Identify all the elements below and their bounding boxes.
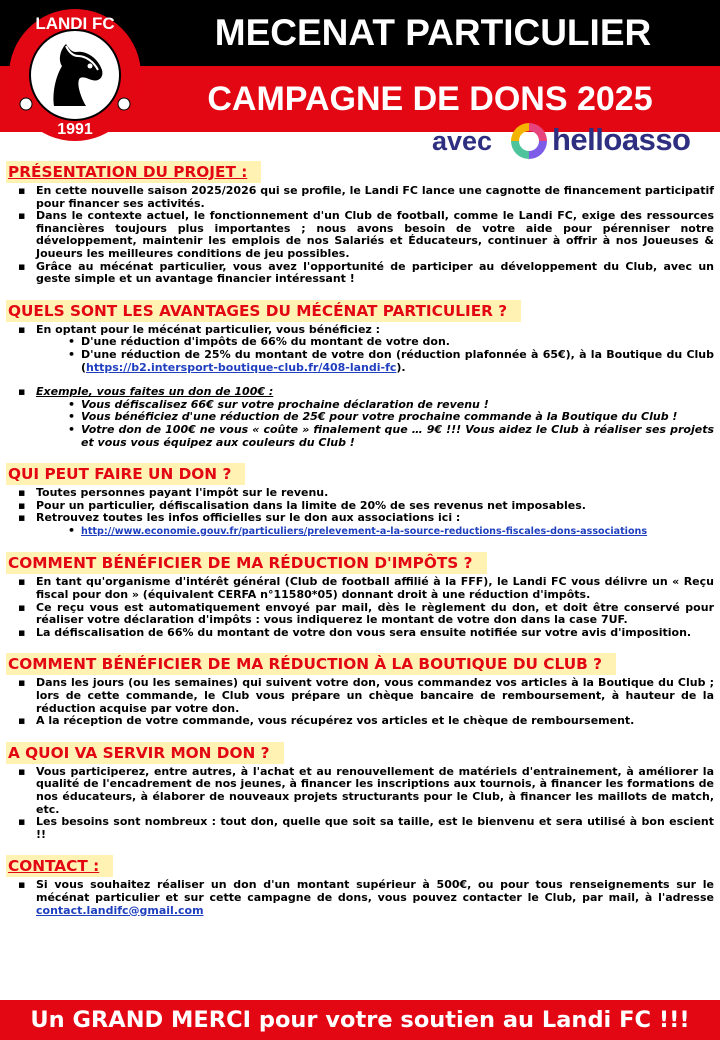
section-avantages	[6, 300, 714, 449]
list-item: ▪ Toutes personnes payant l'impôt sur le revenu.	[6, 487, 714, 500]
helloasso-brand: helloasso	[552, 122, 691, 157]
contact-text: Si vous souhaitez réaliser un don d'un montant supérieur à 500€, ou pour tous renseignements sur le mécénat particulier et sur cette campagne de dons, vous pouvez contacter le Club, par mail, à l'adresse	[36, 878, 714, 904]
section-qui	[6, 463, 714, 538]
sub-list-item: • Vous bénéficiez d'une réduction de 25€ pour votre prochaine commande à la Boutique du Club !	[36, 411, 714, 424]
list-item: ▪ En cette nouvelle saison 2025/2026 qui se profile, le Landi FC lance une cagnotte de financement participatif pour financer ses activités.	[6, 185, 714, 210]
heading-avantages	[6, 300, 521, 322]
sub-list-item: • Votre don de 100€ ne vous « coûte » finalement que … 9€ !!! Vous aidez le Club à réaliser ses projets et vous vous équipez aux couleurs du Club !	[36, 424, 714, 449]
logo-club-name: LANDI FC	[35, 14, 115, 33]
list-item: ▪ La défiscalisation de 66% du montant de votre don vous sera ensuite notifiée sur votre avis d'imposition.	[6, 627, 714, 640]
heading-servir-text: A QUOI VA SERVIR MON DON ?	[8, 743, 270, 762]
heading-presentation-text: PRÉSENTATION DU PROJET :	[8, 163, 248, 181]
list-item: ▪ A la réception de votre commande, vous récupérez vos articles et le chèque de remboursement.	[6, 715, 714, 728]
boutique-reduction-end: ).	[396, 360, 406, 374]
qui-info-text: Retrouvez toutes les infos officielles sur le don aux associations ici :	[36, 511, 461, 525]
helloasso-logo[interactable]	[432, 118, 718, 164]
footer-thanks-text: Un GRAND MERCI pour votre soutien au Landi FC !!!	[30, 1007, 690, 1033]
heading-qui-text: QUI PEUT FAIRE UN DON ?	[8, 465, 232, 484]
list-item	[6, 386, 714, 449]
impots-list	[6, 576, 714, 639]
section-servir	[6, 742, 714, 842]
example-label: Exemple, vous faites un don de 100€ :	[36, 385, 274, 399]
example-sublist	[36, 399, 714, 449]
example-list	[6, 386, 714, 449]
heading-impots	[6, 552, 487, 574]
document-body	[6, 161, 714, 931]
sub-list-item: • D'une réduction d'impôts de 66% du montant de votre don.	[36, 336, 714, 349]
list-item: ▪ Dans les jours (ou les semaines) qui suivent votre don, vous commandez vos articles à la Boutique du Club ; lors de cette commande, le Club vous prépare un chèque bancaire de remboursement, à hauteur de la réduction acquise par votre don.	[6, 677, 714, 715]
presentation-list	[6, 185, 714, 286]
helloasso-prefix: avec	[432, 126, 493, 156]
helloasso-mark-icon	[508, 120, 550, 162]
avantages-sublist	[36, 336, 714, 374]
qui-sublist	[36, 525, 714, 539]
list-item: ▪ Pour un particulier, défiscalisation dans la limite de 20% de ses revenus net imposables.	[6, 500, 714, 513]
boutique-list	[6, 677, 714, 727]
avantages-intro: En optant pour le mécénat particulier, vous bénéficiez :	[36, 322, 381, 336]
heading-presentation	[6, 161, 261, 183]
section-presentation	[6, 161, 714, 286]
heading-contact-text: CONTACT :	[8, 857, 100, 876]
sub-list-item: • Vous défiscalisez 66€ sur votre prochaine déclaration de revenu !	[36, 399, 714, 412]
logo-year: 1991	[57, 121, 93, 138]
heading-impots-text: COMMENT BÉNÉFICIER DE MA RÉDUCTION D'IMPÔTS ?	[8, 554, 473, 573]
list-item	[6, 512, 714, 538]
sub-list-item	[36, 349, 714, 374]
heading-servir	[6, 742, 284, 764]
club-logo	[6, 6, 144, 144]
horse-eye	[88, 64, 93, 69]
heading-boutique	[6, 653, 616, 675]
list-item: ▪ Dans le contexte actuel, le fonctionnement d'un Club de football, comme le Landi FC, exige des ressources financières toujours plus importantes ; nous avons besoin de votre aide pour pérenniser notre développement, maintenir les emplois de nos Salariés et Éducateurs, continuer à offrir à nos Joueuses & Joueurs les meilleures conditions de jeu possibles.	[6, 210, 714, 260]
contact-email-link[interactable]: contact.landifc@gmail.com	[36, 903, 204, 917]
list-item	[6, 879, 714, 917]
list-item: ▪ Grâce au mécénat particulier, vous avez l'opportunité de participer au développement du Club, avec un geste simple et un avantage financier intéressant !	[6, 261, 714, 286]
heading-boutique-text: COMMENT BÉNÉFICIER DE MA RÉDUCTION À LA BOUTIQUE DU CLUB ?	[8, 655, 602, 674]
footer-banner	[0, 1000, 720, 1040]
list-item	[6, 324, 714, 374]
page-subtitle: CAMPAGNE DE DONS 2025	[207, 80, 653, 118]
section-boutique	[6, 653, 714, 727]
contact-list	[6, 879, 714, 917]
list-item: ▪ En tant qu'organisme d'intérêt général (Club de football affilié à la FFF), le Landi FC vous délivre un « Reçu fiscal pour don » (équivalent CERFA n°11580*05) donnant droit à une réduction d'impôts.	[6, 576, 714, 601]
page-title: MECENAT PARTICULIER	[214, 12, 652, 53]
heading-qui	[6, 463, 245, 485]
logo-ball-left-icon	[20, 98, 32, 110]
avantages-list	[6, 324, 714, 374]
list-item: ▪ Les besoins sont nombreux : tout don, quelle que soit sa taille, est le bienvenu et sera utilisé à bon escient !!	[6, 816, 714, 841]
economie-gouv-link[interactable]: http://www.economie.gouv.fr/particuliers/prelevement-a-la-source-reductions-fiscales-dons-associations	[81, 525, 648, 537]
list-item: ▪ Vous participerez, entre autres, à l'achat et au renouvellement de matériels d'entrainement, à améliorer la qualité de l'encadrement de nos jeunes, à financer les inscriptions aux tournois, à financer les formations de nos éducateurs, à élaborer de nouveaux projets structurants pour le Club, à financer les maillots de match, etc.	[6, 766, 714, 816]
logo-ball-right-icon	[118, 98, 130, 110]
qui-list	[6, 487, 714, 538]
servir-list	[6, 766, 714, 842]
heading-avantages-text: QUELS SONT LES AVANTAGES DU MÉCÉNAT PARTICULIER ?	[8, 301, 508, 320]
section-impots	[6, 552, 714, 639]
list-item: ▪ Ce reçu vous est automatiquement envoyé par mail, dès le règlement du don, et doit être conservé pour réaliser votre déclaration d'impôts : vous indiquerez le montant de votre don dans la case 7UF.	[6, 602, 714, 627]
heading-contact	[6, 855, 113, 877]
boutique-reduction-text: D'une réduction de 25% du montant de votre don (réduction plafonnée à 65€), à la Boutique du Club (	[81, 347, 714, 374]
section-contact	[6, 855, 714, 917]
sub-list-item	[36, 525, 714, 539]
boutique-link[interactable]: https://b2.intersport-boutique-club.fr/408-landi-fc	[86, 360, 397, 374]
